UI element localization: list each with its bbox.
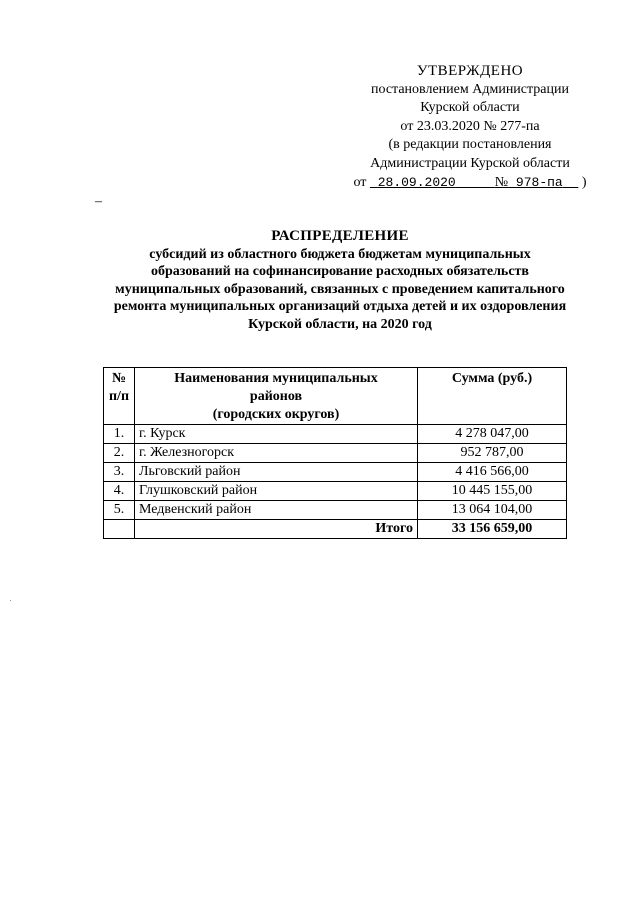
total-row <box>104 520 567 539</box>
approval-revision-line <box>350 174 590 193</box>
row-sum: 10 445 155,00 <box>418 482 567 501</box>
revision-number: 978-па <box>515 174 563 190</box>
title-line: субсидий из областного бюджета бюджетам муниципальных <box>149 246 531 262</box>
scan-speck <box>10 600 11 601</box>
table-row <box>104 501 567 520</box>
title-line: Курской области, на 2020 год <box>248 316 432 332</box>
header-sum: Сумма (руб.) <box>418 368 567 425</box>
table-row <box>104 444 567 463</box>
approval-line: Администрации Курской области <box>370 155 570 171</box>
margin-dash: – <box>95 194 102 209</box>
table-row <box>104 482 567 501</box>
table-row <box>104 425 567 444</box>
number-prefix: № <box>494 174 509 190</box>
row-name: Льговский район <box>135 463 418 482</box>
row-number: 2. <box>104 444 135 463</box>
row-number: 1. <box>104 425 135 444</box>
row-number: 3. <box>104 463 135 482</box>
row-number: 5. <box>104 501 135 520</box>
title-line: ремонта муниципальных организаций отдыха детей и их оздоровления <box>113 299 567 314</box>
table-header-row <box>104 368 567 425</box>
total-empty-cell <box>104 520 135 539</box>
row-name: Глушковский район <box>135 482 418 501</box>
row-sum: 4 416 566,00 <box>418 463 567 482</box>
revision-date: 28.09.2020 <box>377 174 456 190</box>
row-name: г. Курск <box>135 425 418 444</box>
total-value: 33 156 659,00 <box>418 520 567 539</box>
approval-heading: УТВЕРЖДЕНО <box>416 63 524 79</box>
date-prefix: от <box>353 174 367 190</box>
row-sum: 4 278 047,00 <box>418 425 567 444</box>
approval-line: от 23.03.2020 № 277-па <box>400 118 540 134</box>
row-sum: 13 064 104,00 <box>418 501 567 520</box>
document-title <box>80 228 600 333</box>
header-number: № п/п <box>104 368 135 425</box>
title-line: образований на софинансирование расходных обязательств <box>151 264 529 279</box>
row-sum: 952 787,00 <box>418 444 567 463</box>
header-name: Наименования муниципальных районов (городских округов) <box>135 368 418 425</box>
approval-line: (в редакции постановления <box>388 137 552 153</box>
approval-line: постановлением Администрации <box>371 81 569 97</box>
title-heading: РАСПРЕДЕЛЕНИЕ <box>271 228 409 244</box>
approval-line: Курской области <box>420 100 520 116</box>
total-label: Итого <box>135 520 418 539</box>
row-number: 4. <box>104 482 135 501</box>
distribution-table <box>103 367 567 539</box>
approval-stamp <box>350 62 590 192</box>
closing-paren: ) <box>581 174 587 190</box>
row-name: г. Железногорск <box>135 444 418 463</box>
table-row <box>104 463 567 482</box>
title-line: муниципальных образований, связанных с проведением капитального <box>115 281 565 297</box>
row-name: Медвенский район <box>135 501 418 520</box>
